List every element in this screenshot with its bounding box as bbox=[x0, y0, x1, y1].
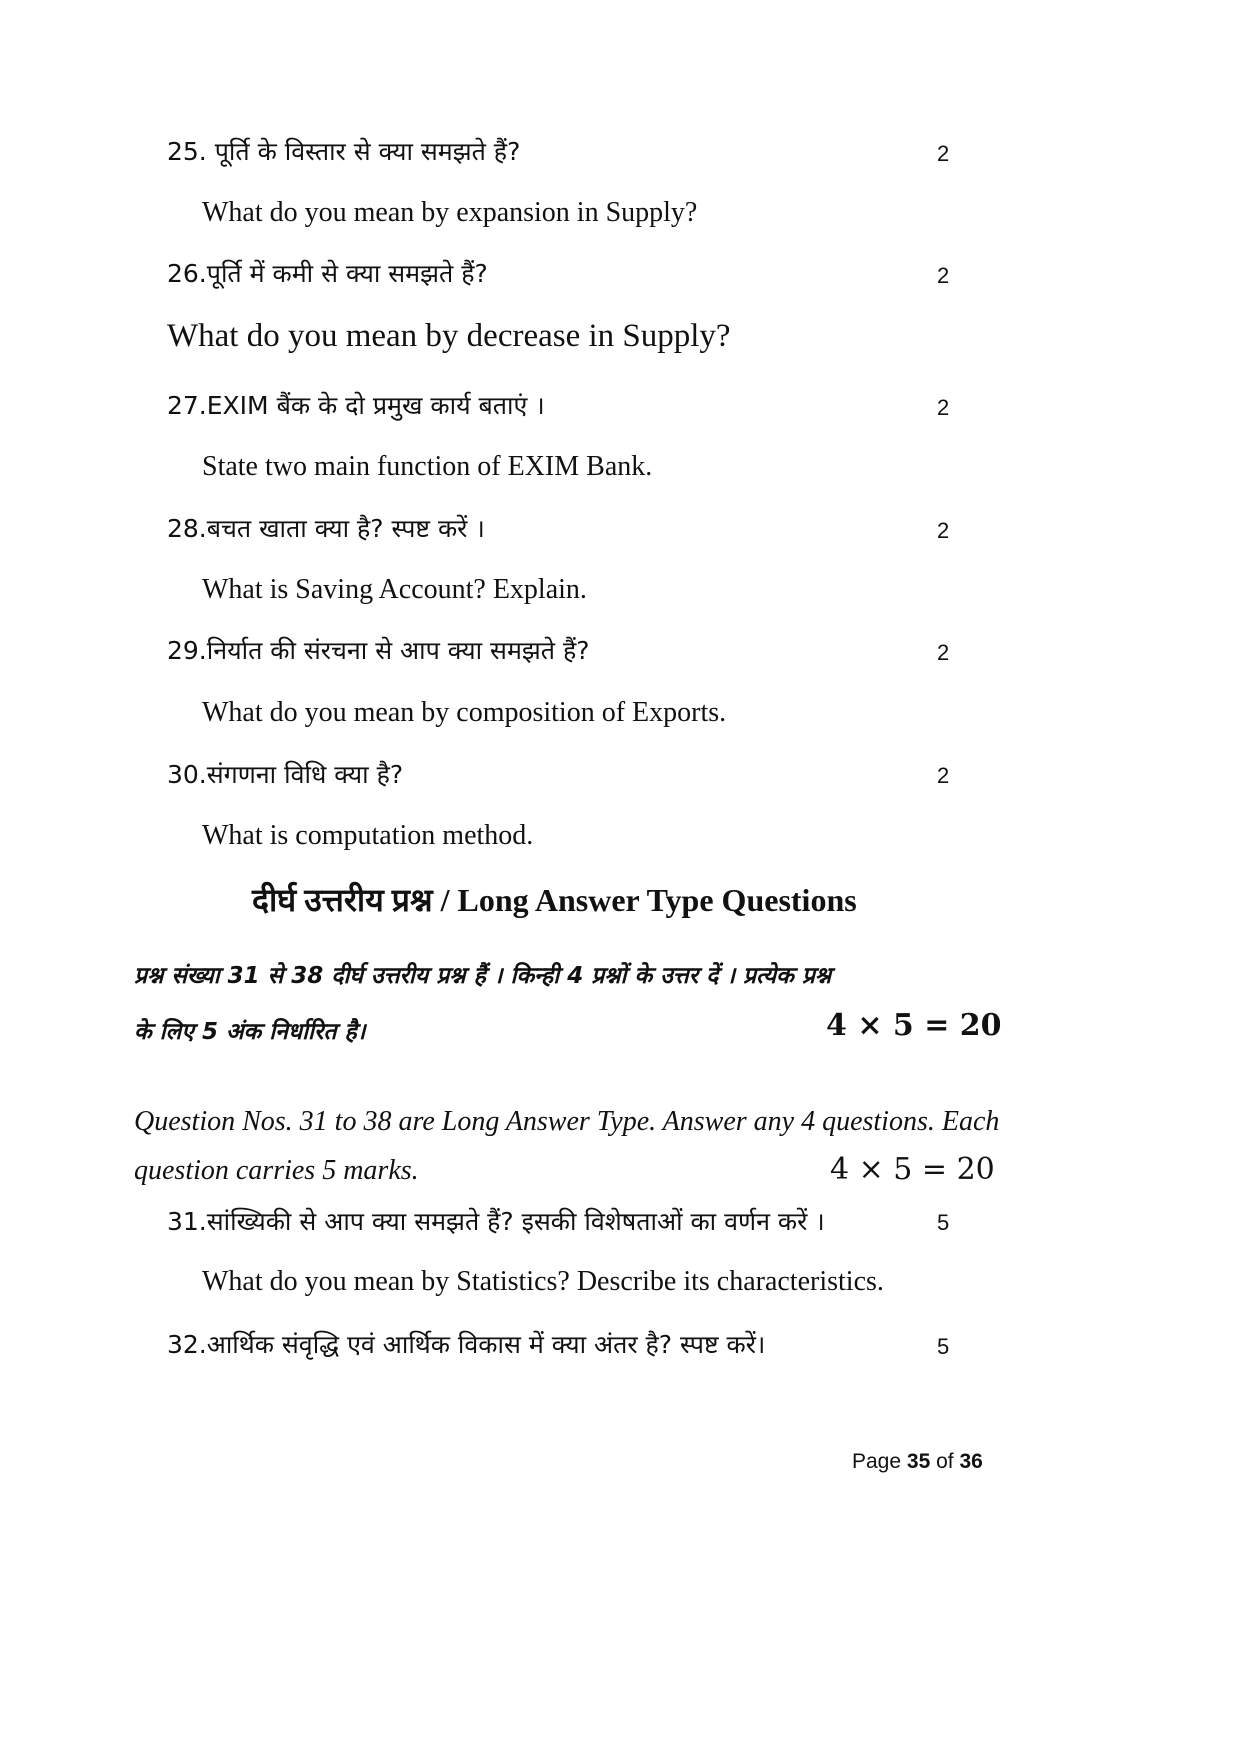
question-32-hindi: 32.आर्थिक संवृद्धि एवं आर्थिक विकास में क्या अंतर है? स्पष्ट करें। bbox=[167, 1330, 766, 1359]
footer-of: of bbox=[936, 1450, 954, 1473]
section-heading: दीर्घ उत्तरीय प्रश्न / Long Answer Type Questions bbox=[252, 882, 857, 918]
question-28-marks: 2 bbox=[937, 518, 950, 543]
question-27-hindi: 27.EXIM बैंक के दो प्रमुख कार्य बताएं । bbox=[167, 391, 545, 420]
question-26-hindi: 26.पूर्ति में कमी से क्या समझते हैं? bbox=[167, 259, 488, 288]
instruction-english-line2: question carries 5 marks. bbox=[134, 1155, 419, 1186]
question-29-hindi: 29.निर्यात की संरचना से आप क्या समझते हैं? bbox=[167, 636, 590, 665]
question-29-english: What do you mean by composition of Exports. bbox=[202, 697, 727, 728]
instruction-english-line1: Question Nos. 31 to 38 are Long Answer Type. Answer any 4 questions. Each bbox=[134, 1106, 1000, 1137]
marks-formula-english: 4 × 5 = 20 bbox=[830, 1152, 995, 1187]
page-footer bbox=[852, 1450, 983, 1474]
question-30-marks: 2 bbox=[937, 763, 950, 788]
question-30-hindi: 30.संगणना विधि क्या है? bbox=[167, 760, 404, 789]
question-25-english: What do you mean by expansion in Supply? bbox=[202, 197, 698, 228]
footer-current-page: 35 bbox=[906, 1450, 931, 1473]
instruction-hindi-line2: के लिए 5 अंक निर्धारित है। bbox=[134, 1019, 366, 1045]
footer-total-pages: 36 bbox=[959, 1450, 983, 1473]
question-30-english: What is computation method. bbox=[202, 820, 534, 851]
question-26-english: What do you mean by decrease in Supply? bbox=[167, 318, 731, 354]
question-26-marks: 2 bbox=[937, 263, 950, 288]
question-28-english: What is Saving Account? Explain. bbox=[202, 574, 587, 605]
question-31-english: What do you mean by Statistics? Describe its characteristics. bbox=[202, 1266, 884, 1297]
question-25-hindi: 25. पूर्ति के विस्तार से क्या समझते हैं? bbox=[167, 137, 521, 166]
question-31-marks: 5 bbox=[937, 1210, 950, 1235]
footer-prefix: Page bbox=[852, 1450, 902, 1473]
instruction-hindi-line1: प्रश्न संख्या 31 से 38 दीर्घ उत्तरीय प्रश्न हैं । किन्ही 4 प्रश्नों के उत्तर दें । प्रत्येक प्रश्न bbox=[134, 963, 832, 989]
marks-formula-hindi: 4 × 5 = 20 bbox=[826, 1008, 1002, 1043]
question-31-hindi: 31.सांख्यिकी से आप क्या समझते हैं? इसकी विशेषताओं का वर्णन करें । bbox=[167, 1207, 825, 1236]
question-27-marks: 2 bbox=[937, 395, 950, 420]
question-25-marks: 2 bbox=[937, 141, 950, 166]
question-28-hindi: 28.बचत खाता क्या है? स्पष्ट करें । bbox=[167, 514, 485, 543]
question-29-marks: 2 bbox=[937, 640, 950, 665]
question-32-marks: 5 bbox=[937, 1334, 950, 1359]
question-27-english: State two main function of EXIM Bank. bbox=[202, 451, 653, 482]
